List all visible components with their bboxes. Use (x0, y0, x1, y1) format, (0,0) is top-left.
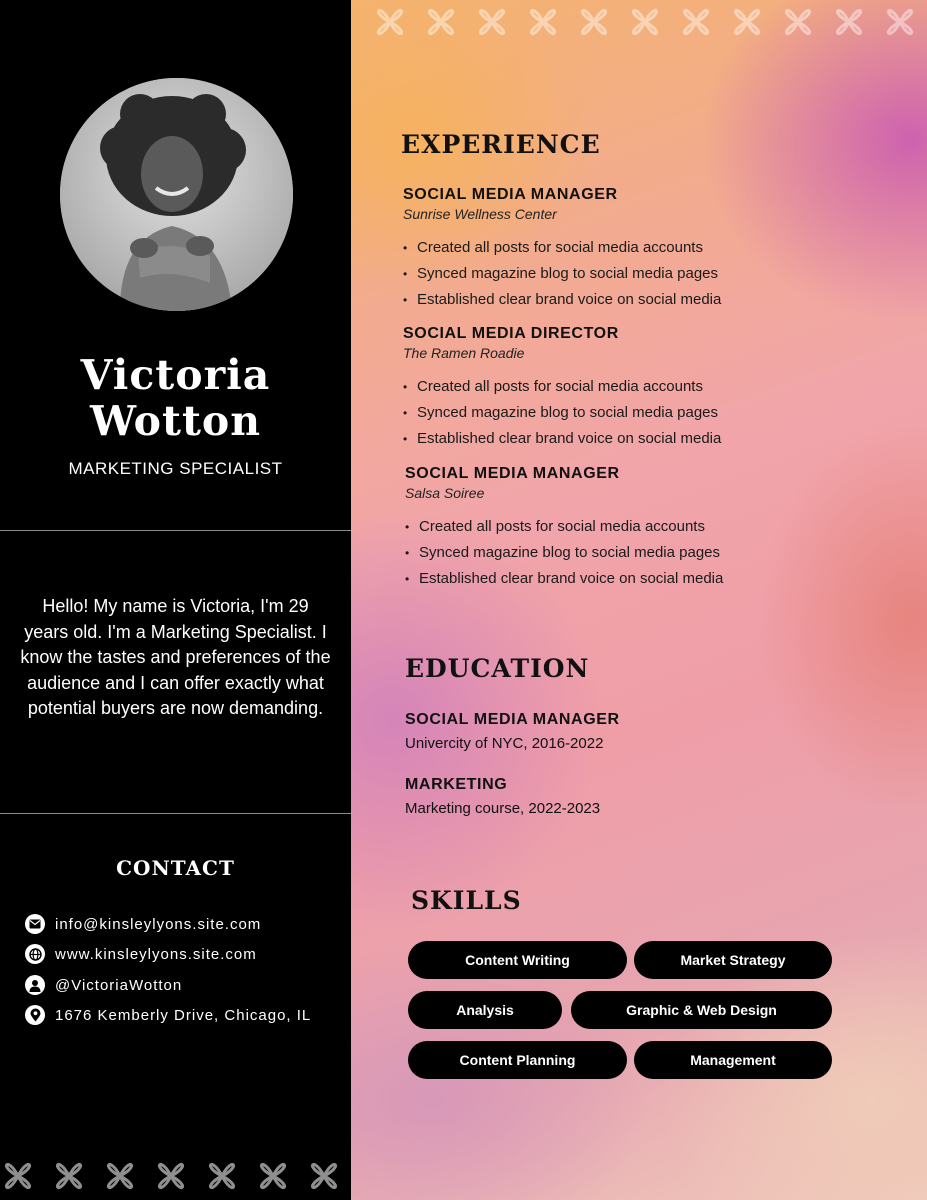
divider (0, 530, 351, 531)
job-bullets (403, 235, 883, 313)
job-bullets (405, 514, 885, 592)
experience-heading: EXPERIENCE (401, 130, 601, 159)
education-heading: EDUCATION (405, 654, 590, 683)
education-detail: Univercity of NYC, 2016-2022 (405, 735, 604, 752)
experience-item (403, 185, 883, 313)
skill-pill: Management (634, 1041, 832, 1079)
skill-pill: Market Strategy (634, 941, 832, 979)
contact-email-text: info@kinsleylyons.site.com (55, 915, 262, 933)
job-bullet: • Created all posts for social media accounts (405, 514, 885, 540)
job-bullet: • Created all posts for social media accounts (403, 235, 883, 261)
decorative-pattern (0, 1152, 351, 1200)
education-title: SOCIAL MEDIA MANAGER (405, 711, 620, 728)
user-icon (25, 975, 45, 995)
skill-pill: Analysis (408, 991, 562, 1029)
job-bullets (403, 374, 883, 452)
email-icon (25, 914, 45, 934)
decorative-pattern (351, 0, 927, 48)
contact-email[interactable] (25, 913, 261, 935)
skill-pill: Content Planning (408, 1041, 627, 1079)
contact-social-text: @VictoriaWotton (55, 976, 183, 994)
job-company: Salsa Soiree (405, 485, 485, 501)
job-title: SOCIAL MEDIA MANAGER (405, 465, 620, 482)
job-company: The Ramen Roadie (403, 345, 525, 361)
bio-text: Hello! My name is Victoria, I'm 29 years old. I'm a Marketing Specialist. I know the tastes and preferences of the audience and I can offer exactly what potential buyers are now demanding. (20, 596, 331, 718)
job-bullet: • Established clear brand voice on social media (403, 426, 883, 452)
job-bullet: • Synced magazine blog to social media pages (403, 261, 883, 287)
experience-item (403, 324, 883, 452)
education-item (405, 775, 600, 821)
contact-website[interactable] (25, 943, 257, 965)
contact-address (25, 1004, 311, 1026)
job-bullet: • Established clear brand voice on social media (403, 287, 883, 313)
experience-item (405, 464, 885, 592)
job-bullet: • Established clear brand voice on social media (405, 566, 885, 592)
education-item (405, 710, 620, 756)
job-title: SOCIAL MEDIA MANAGER (403, 186, 618, 203)
job-bullet: • Synced magazine blog to social media pages (405, 540, 885, 566)
globe-icon (25, 944, 45, 964)
contact-social[interactable] (25, 974, 182, 996)
first-name: Victoria (80, 351, 271, 399)
education-detail: Marketing course, 2022-2023 (405, 800, 601, 817)
profile-title: MARKETING SPECIALIST (68, 459, 283, 478)
main-content (351, 0, 927, 1200)
location-pin-icon (25, 1005, 45, 1025)
education-title: MARKETING (405, 776, 508, 793)
job-company: Sunrise Wellness Center (403, 206, 557, 222)
job-title: SOCIAL MEDIA DIRECTOR (403, 325, 619, 342)
divider (0, 813, 351, 814)
skill-pill: Graphic & Web Design (571, 991, 832, 1029)
job-bullet: • Created all posts for social media accounts (403, 374, 883, 400)
last-name: Wotton (89, 397, 262, 445)
skills-heading: SKILLS (411, 886, 522, 915)
profile-photo (60, 78, 293, 311)
contact-address-text: 1676 Kemberly Drive, Chicago, IL (55, 1006, 312, 1024)
contact-website-text: www.kinsleylyons.site.com (55, 945, 257, 963)
skill-pill: Content Writing (408, 941, 627, 979)
contact-heading: CONTACT (116, 856, 235, 880)
job-bullet: • Synced magazine blog to social media pages (403, 400, 883, 426)
profile-name (0, 352, 351, 444)
sidebar (0, 0, 351, 1200)
